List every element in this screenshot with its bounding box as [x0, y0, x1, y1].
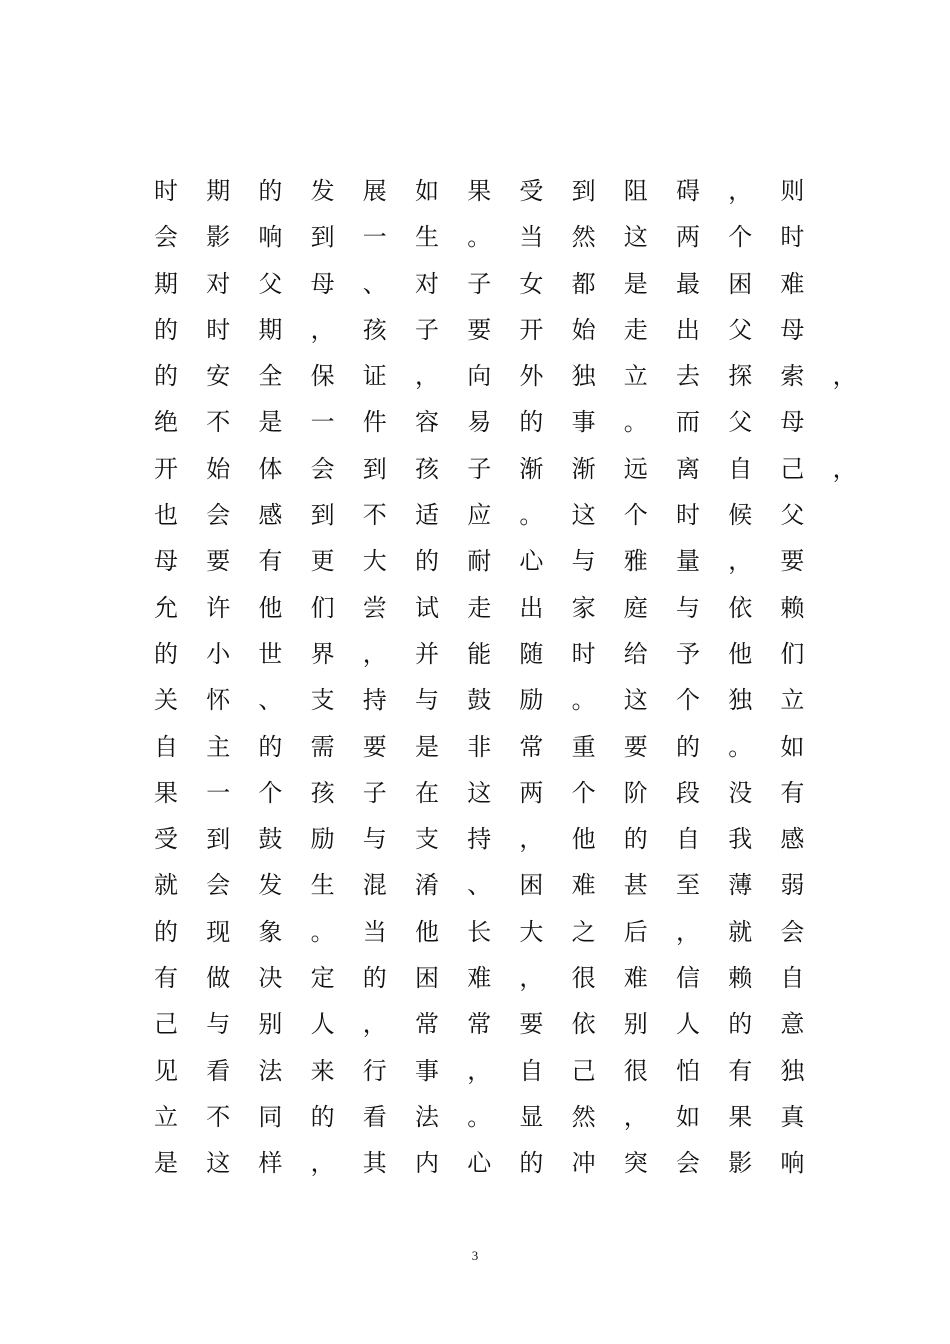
body-text: [140, 168, 860, 1187]
text-line: 是 这 样 ， 其 内 心 的 冲 突 会 影 响: [154, 1149, 805, 1178]
text-line: 有 做 决 定 的 困 难 ， 很 难 信 赖 自: [154, 964, 805, 993]
text-line: 果 一 个 孩 子 在 这 两 个 阶 段 没 有: [154, 778, 805, 807]
text-line: 关 怀 、 支 持 与 鼓 励 。 这 个 独 立: [154, 686, 805, 715]
text-line: 允 许 他 们 尝 试 走 出 家 庭 与 依 赖: [154, 593, 805, 622]
text-line: 就 会 发 生 混 淆 、 困 难 甚 至 薄 弱: [154, 871, 805, 900]
text-line: 的 小 世 界 ， 并 能 随 时 给 予 他 们: [154, 639, 805, 668]
text-line: 己 与 别 人 ， 常 常 要 依 别 人 的 意: [154, 1010, 805, 1039]
text-line: 时 期 的 发 展 如 果 受 到 阻 碍 ， 则: [154, 177, 805, 205]
text-line: 见 看 法 来 行 事 ， 自 己 很 怕 有 独: [154, 1056, 805, 1085]
text-line: 立 不 同 的 看 法 。 显 然 ， 如 果 真: [154, 1102, 805, 1131]
text-line: 的 安 全 保 证 ， 向 外 独 立 去 探 索 ，: [154, 362, 857, 391]
text-line: 的 现 象 。 当 他 长 大 之 后 ， 就 会: [154, 917, 805, 946]
page-number: 3: [471, 1248, 479, 1263]
text-line: 的 时 期 ， 孩 子 要 开 始 走 出 父 母: [154, 315, 805, 344]
text-line: 受 到 鼓 励 与 支 持 ， 他 的 自 我 感: [154, 825, 805, 854]
text-line: 开 始 体 会 到 孩 子 渐 渐 远 离 自 己 ，: [154, 454, 857, 483]
text-line: 也 会 感 到 不 适 应 。 这 个 时 候 父: [154, 501, 805, 530]
text-line: 自 主 的 需 要 是 非 常 重 要 的 。 如: [154, 732, 805, 761]
text-line: 绝 不 是 一 件 容 易 的 事 。 而 父 母: [154, 408, 805, 437]
text-line: 会 影 响 到 一 生 。 当 然 这 两 个 时: [154, 223, 805, 252]
text-line: 期 对 父 母 、 对 子 女 都 是 最 困 难: [154, 269, 805, 298]
text-line: 母 要 有 更 大 的 耐 心 与 雅 量 ， 要: [154, 547, 805, 576]
